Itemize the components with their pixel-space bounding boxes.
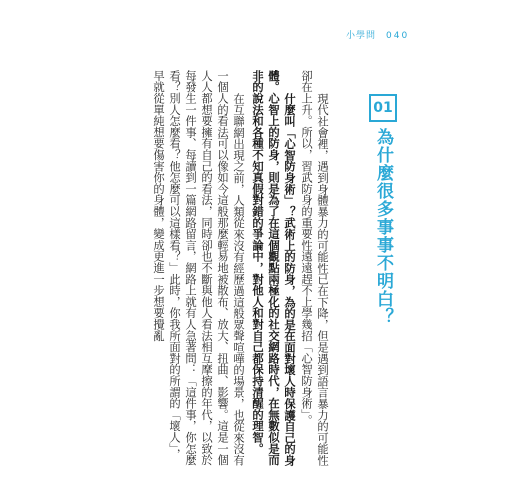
paragraph-1: 現代社會裡，遇到身體暴力的可能性已在下降，但是遇到語言暴力的可能性卻在上升。所以，習武防身的重要性遠遠趕不上學幾招「心智防身術」。 <box>300 70 329 466</box>
chapter-number-box: 01 <box>369 94 397 122</box>
body-text <box>125 70 330 470</box>
running-header <box>346 28 409 41</box>
page-number: 040 <box>386 31 410 41</box>
book-title: 小學問 <box>346 31 377 41</box>
paragraph-2: 什麼叫「心智防身術」？武術上的防身，為的是在面對壞人時保護自己的身體。心智上的防身，則是為了在這個觀點兩極化的社交網路時代，在無數似是而非的說法和各種不知真假對錯的爭論中，對他人和對自己都保持清醒的理智。 <box>251 70 297 466</box>
paragraph-3: 在互聯網出現之前，人類從來沒有經歷過這般眾聲喧嘩的場景，也從來沒有一個人的看法可以像如今這般那麼輕易地被散布、放大、扭曲、影響。這是一個人人都想要擁有自己的看法，同時卻也不斷與他人看法相互摩擦的年代，以致於每發生一件事、每讀到一篇網路留言，網路上就有人急著問：「這件事，你怎麼看？別人怎麼看？他怎麼可以這樣看？」此時，你我所面對的所謂的「壞人」，早就從單純想要傷害你的身體，變成更進一步想要攪亂 <box>152 70 245 466</box>
chapter-title: 為什麼很多事事不明白？ <box>373 128 393 326</box>
